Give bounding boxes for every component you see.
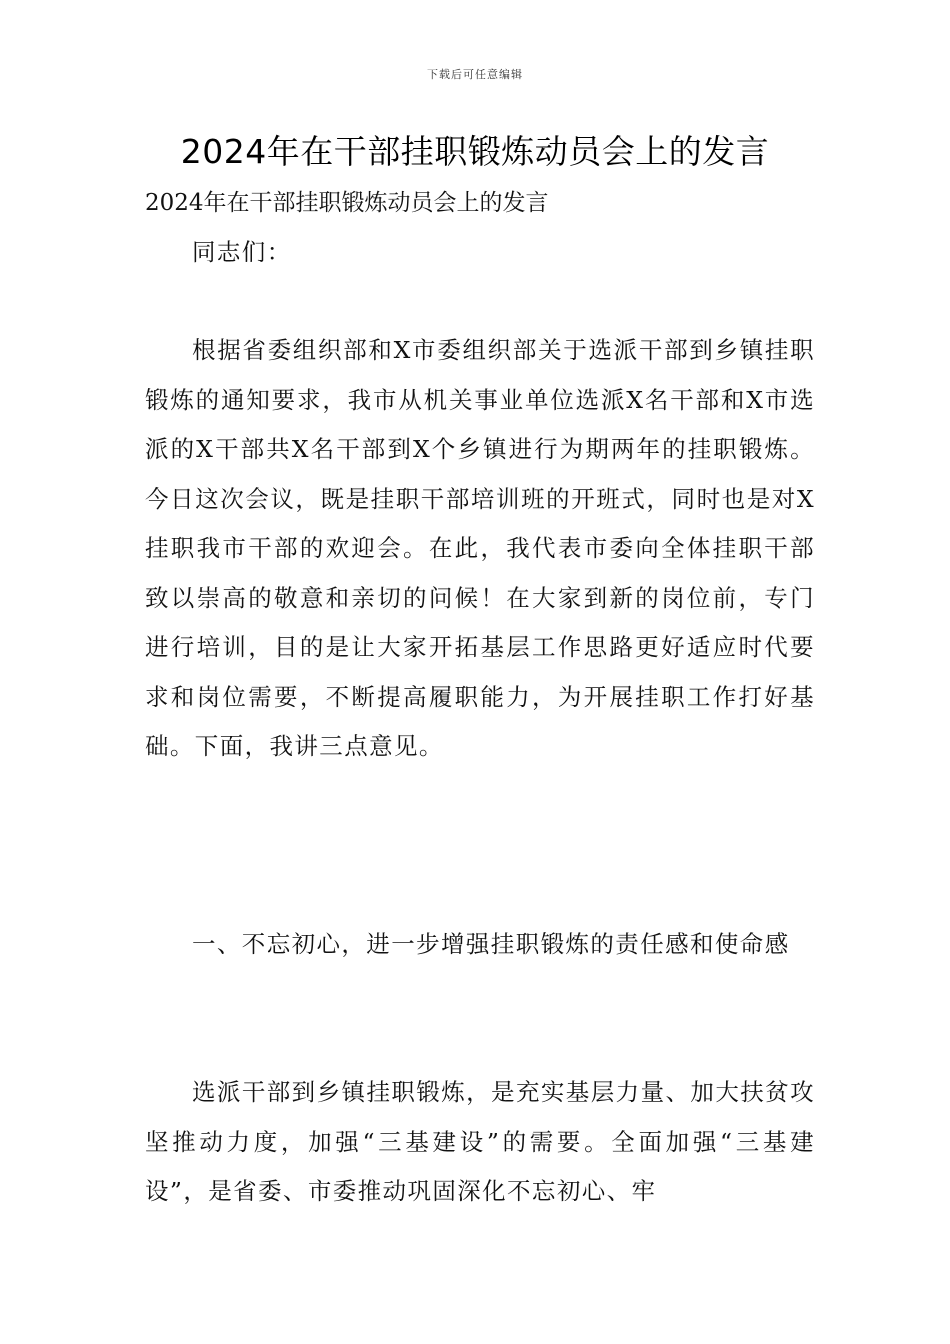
- salutation: 同志们：: [192, 238, 292, 266]
- document-subtitle: 2024年在干部挂职锻炼动员会上的发言: [145, 190, 549, 216]
- header-note: 下载后可任意编辑: [427, 68, 523, 81]
- paragraph-2: 选派干部到乡镇挂职锻炼，是充实基层力量、加大扶贫攻坚推动力度，加强“三基建设”的需要。全面加强“三基建设”，是省委、市委推动巩固深化不忘初心、牢: [145, 1078, 815, 1205]
- paragraph-1: 根据省委组织部和X市委组织部关于选派干部到乡镇挂职锻炼的通知要求，我市从机关事业单位选派X名干部和X市选派的X干部共X名干部到X个乡镇进行为期两年的挂职锻炼。今日这次会议，既是挂职干部培训班的开班式，同时也是对X挂职我市干部的欢迎会。在此，我代表市委向全体挂职干部致以崇高的敬意和亲切的问候！在大家到新的岗位前，专门进行培训，目的是让大家开拓基层工作思路更好适应时代要求和岗位需要，不断提高履职能力，为开展挂职工作打好基础。下面，我讲三点意见。: [145, 336, 815, 760]
- document-title: 2024年在干部挂职锻炼动员会上的发言: [180, 132, 770, 171]
- section-heading-1: 一、不忘初心，进一步增强挂职锻炼的责任感和使命感: [192, 930, 790, 958]
